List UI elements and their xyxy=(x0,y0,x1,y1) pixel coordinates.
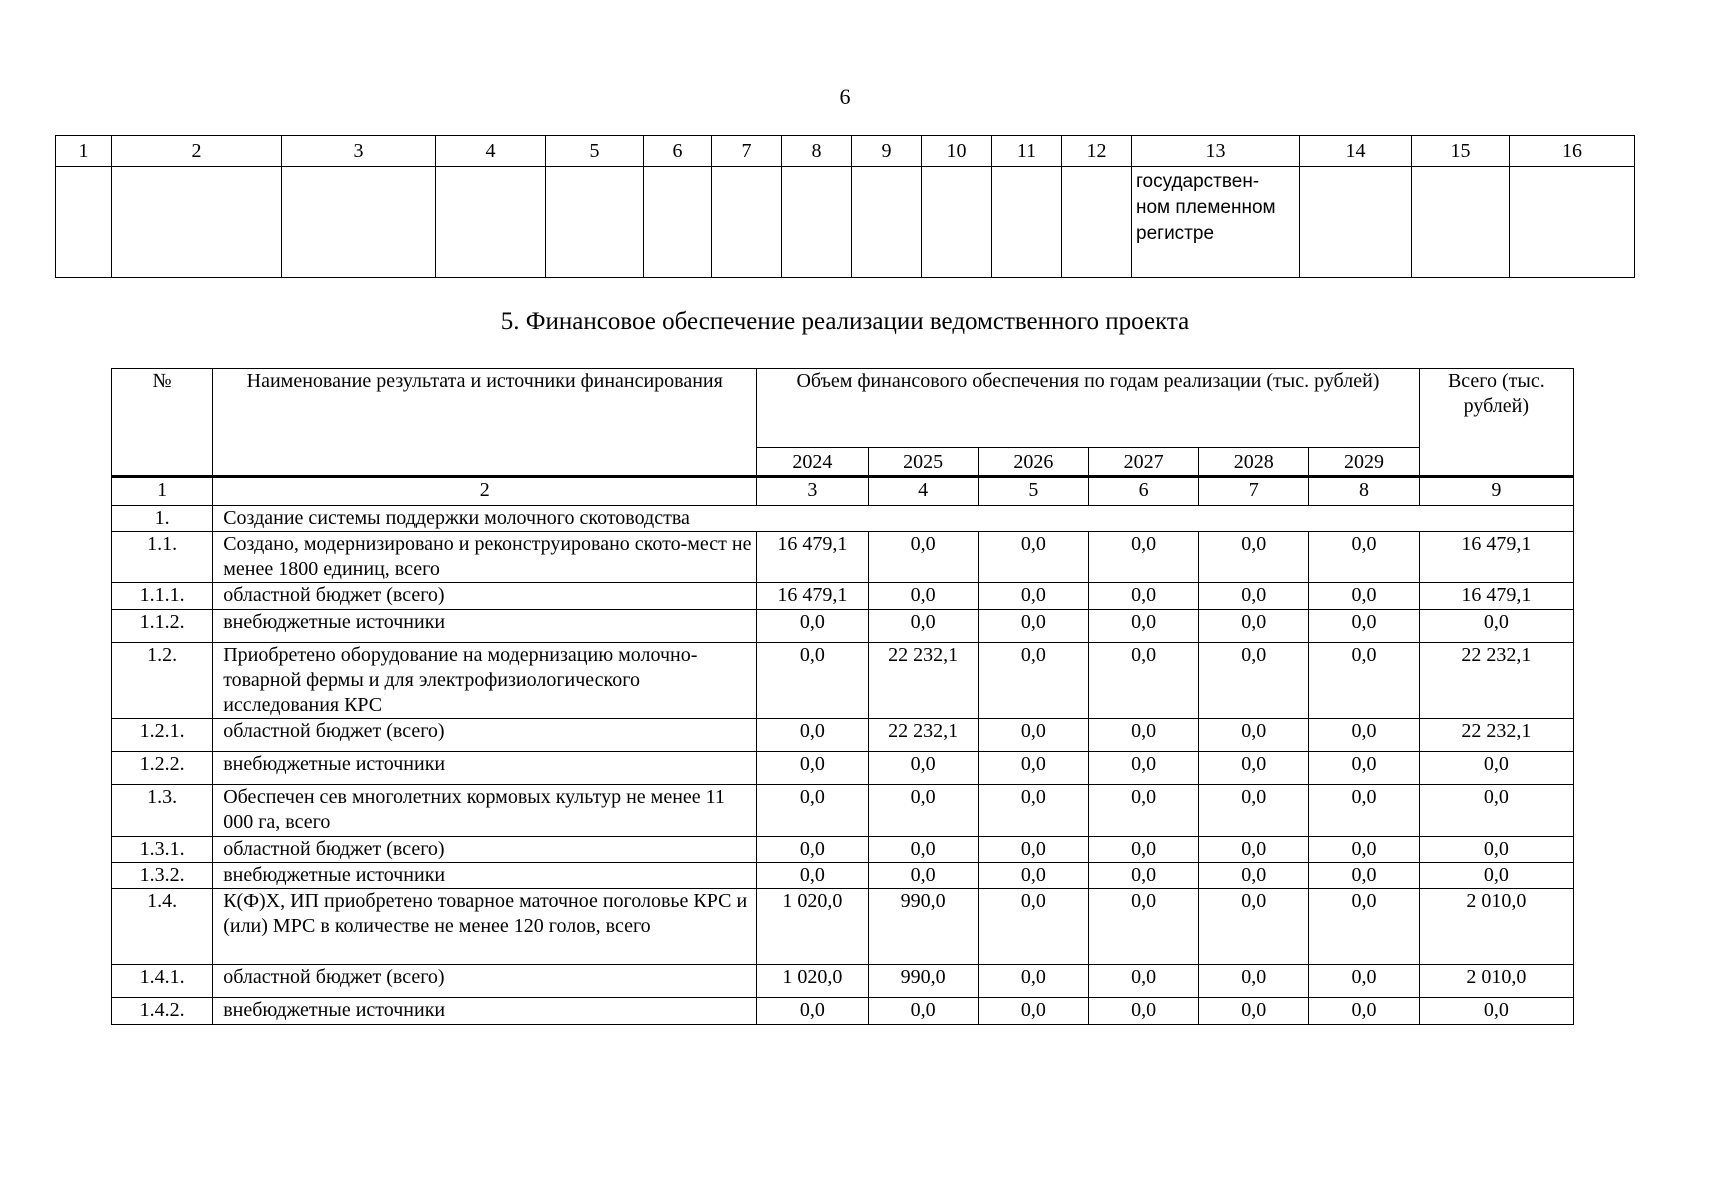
column-number-cell: 16 xyxy=(1510,136,1635,167)
row-value: 0,0 xyxy=(1309,532,1419,583)
row-value: 0,0 xyxy=(757,719,868,752)
row-value: 0,0 xyxy=(978,532,1088,583)
row-value: 0,0 xyxy=(1309,719,1419,752)
column-number-cell: 11 xyxy=(992,136,1062,167)
row-value: 0,0 xyxy=(868,863,978,889)
row-total: 16 479,1 xyxy=(1419,583,1573,610)
row-value: 0,0 xyxy=(1309,837,1419,863)
row-value: 0,0 xyxy=(1088,785,1198,837)
row-value: 0,0 xyxy=(1199,965,1309,998)
row-value: 0,0 xyxy=(868,752,978,785)
row-name: внебюджетные источники xyxy=(213,863,757,889)
year-header: 2026 xyxy=(978,448,1088,477)
row-value: 0,0 xyxy=(978,719,1088,752)
column-number-cell: 1 xyxy=(112,477,213,506)
row-value: 0,0 xyxy=(1309,752,1419,785)
year-header: 2029 xyxy=(1309,448,1419,477)
row-value: 0,0 xyxy=(1199,532,1309,583)
column-number-cell: 5 xyxy=(546,136,644,167)
table-row xyxy=(112,965,1574,998)
column-number-cell: 15 xyxy=(1412,136,1510,167)
row-name: Обеспечен сев многолетних кормовых культур не менее 11 000 га, всего xyxy=(213,785,757,837)
row-value: 0,0 xyxy=(1199,610,1309,643)
row-name: внебюджетные источники xyxy=(213,610,757,643)
row-value: 0,0 xyxy=(1309,643,1419,719)
column-number-cell: 7 xyxy=(1199,477,1309,506)
page-number: 6 xyxy=(839,84,851,109)
table-row xyxy=(112,583,1574,610)
row-value: 0,0 xyxy=(1088,863,1198,889)
row-number: 1.1. xyxy=(112,532,213,583)
table-cell xyxy=(992,167,1062,278)
table-cell xyxy=(1062,167,1132,278)
row-value: 16 479,1 xyxy=(757,532,868,583)
row-value: 0,0 xyxy=(978,643,1088,719)
table-row xyxy=(112,719,1574,752)
table-row xyxy=(56,167,1635,278)
row-name: Создано, модернизировано и реконструировано ското-мест не менее 1800 единиц, всего xyxy=(213,532,757,583)
table-cell xyxy=(1412,167,1510,278)
row-value: 0,0 xyxy=(1199,785,1309,837)
row-value: 0,0 xyxy=(1309,785,1419,837)
row-value: 0,0 xyxy=(1309,610,1419,643)
row-total: 0,0 xyxy=(1419,998,1573,1025)
row-number: 1.3.2. xyxy=(112,863,213,889)
table-cell xyxy=(852,167,922,278)
row-value: 0,0 xyxy=(1309,998,1419,1025)
row-value: 1 020,0 xyxy=(757,965,868,998)
column-number-cell: 8 xyxy=(782,136,852,167)
row-value: 16 479,1 xyxy=(757,583,868,610)
header-name: Наименование результата и источники финансирования xyxy=(213,369,757,477)
row-value: 22 232,1 xyxy=(868,719,978,752)
header-num: № xyxy=(112,369,213,477)
section-num: 1. xyxy=(112,506,213,532)
row-value: 22 232,1 xyxy=(868,643,978,719)
table-cell xyxy=(712,167,782,278)
row-name: внебюджетные источники xyxy=(213,752,757,785)
row-total: 0,0 xyxy=(1419,863,1573,889)
row-value: 0,0 xyxy=(1199,889,1309,965)
column-number-cell: 6 xyxy=(644,136,712,167)
column-number-cell: 2 xyxy=(213,477,757,506)
row-value: 0,0 xyxy=(1088,998,1198,1025)
row-value: 0,0 xyxy=(978,837,1088,863)
column-number-cell: 3 xyxy=(282,136,436,167)
row-value: 0,0 xyxy=(978,785,1088,837)
row-value: 0,0 xyxy=(1088,752,1198,785)
row-total: 22 232,1 xyxy=(1419,643,1573,719)
table-row xyxy=(112,610,1574,643)
row-total: 22 232,1 xyxy=(1419,719,1573,752)
table-cell xyxy=(922,167,992,278)
row-value: 0,0 xyxy=(868,837,978,863)
row-value: 0,0 xyxy=(868,610,978,643)
table-cell xyxy=(782,167,852,278)
table-row xyxy=(112,643,1574,719)
table-cell xyxy=(56,167,112,278)
row-value: 0,0 xyxy=(1088,643,1198,719)
column-number-row xyxy=(56,136,1635,167)
row-value: 0,0 xyxy=(757,785,868,837)
row-number: 1.2.2. xyxy=(112,752,213,785)
row-value: 0,0 xyxy=(757,752,868,785)
column-number-cell: 10 xyxy=(922,136,992,167)
table-row xyxy=(112,785,1574,837)
row-number: 1.4. xyxy=(112,889,213,965)
row-value: 0,0 xyxy=(1088,837,1198,863)
table-cell xyxy=(644,167,712,278)
column-number-cell: 2 xyxy=(112,136,282,167)
row-value: 0,0 xyxy=(757,837,868,863)
row-total: 0,0 xyxy=(1419,752,1573,785)
column-number-row xyxy=(112,477,1574,506)
table-cell xyxy=(1300,167,1412,278)
row-name: областной бюджет (всего) xyxy=(213,719,757,752)
row-value: 0,0 xyxy=(1199,863,1309,889)
year-header: 2024 xyxy=(757,448,868,477)
row-value: 0,0 xyxy=(1088,532,1198,583)
row-number: 1.4.2. xyxy=(112,998,213,1025)
row-value: 0,0 xyxy=(757,610,868,643)
row-value: 990,0 xyxy=(868,965,978,998)
row-value: 0,0 xyxy=(1088,719,1198,752)
row-value: 0,0 xyxy=(757,998,868,1025)
column-number-cell: 12 xyxy=(1062,136,1132,167)
column-number-cell: 4 xyxy=(868,477,978,506)
row-value: 0,0 xyxy=(978,863,1088,889)
row-number: 1.3. xyxy=(112,785,213,837)
row-total: 2 010,0 xyxy=(1419,965,1573,998)
row-value: 0,0 xyxy=(868,998,978,1025)
row-name: областной бюджет (всего) xyxy=(213,583,757,610)
table-cell xyxy=(282,167,436,278)
row-value: 0,0 xyxy=(1199,643,1309,719)
row-name: областной бюджет (всего) xyxy=(213,965,757,998)
table-cell: государствен- ном племенном регистре xyxy=(1132,167,1300,278)
column-number-cell: 3 xyxy=(757,477,868,506)
row-number: 1.2. xyxy=(112,643,213,719)
row-name: внебюджетные источники xyxy=(213,998,757,1025)
row-value: 0,0 xyxy=(1199,583,1309,610)
section-name: Создание системы поддержки молочного скотоводства xyxy=(213,506,1574,532)
row-number: 1.1.2. xyxy=(112,610,213,643)
row-value: 0,0 xyxy=(1309,965,1419,998)
year-header: 2025 xyxy=(868,448,978,477)
table-row xyxy=(112,837,1574,863)
row-value: 0,0 xyxy=(757,863,868,889)
column-number-cell: 1 xyxy=(56,136,112,167)
row-total: 0,0 xyxy=(1419,610,1573,643)
row-value: 0,0 xyxy=(1199,752,1309,785)
row-total: 0,0 xyxy=(1419,785,1573,837)
row-value: 0,0 xyxy=(868,785,978,837)
row-number: 1.3.1. xyxy=(112,837,213,863)
table-row xyxy=(112,998,1574,1025)
column-number-cell: 5 xyxy=(978,477,1088,506)
row-value: 0,0 xyxy=(868,583,978,610)
table-cell xyxy=(546,167,644,278)
row-name: областной бюджет (всего) xyxy=(213,837,757,863)
row-value: 0,0 xyxy=(1199,998,1309,1025)
table-row xyxy=(112,863,1574,889)
row-value: 0,0 xyxy=(1088,889,1198,965)
row-name: К(Ф)Х, ИП приобретено товарное маточное поголовье КРС и (или) МРС в количестве не менее 120 голов, всего xyxy=(213,889,757,965)
finance-table xyxy=(111,368,1574,1025)
table-row xyxy=(112,532,1574,583)
column-number-cell: 6 xyxy=(1088,477,1198,506)
row-value: 990,0 xyxy=(868,889,978,965)
row-value: 0,0 xyxy=(868,532,978,583)
table-row xyxy=(112,889,1574,965)
row-value: 0,0 xyxy=(1309,863,1419,889)
table-cell xyxy=(436,167,546,278)
table-cell xyxy=(1510,167,1635,278)
column-number-cell: 7 xyxy=(712,136,782,167)
column-number-cell: 8 xyxy=(1309,477,1419,506)
column-number-cell: 4 xyxy=(436,136,546,167)
continuation-table xyxy=(55,135,1635,278)
table-row xyxy=(112,752,1574,785)
header-total: Всего (тыс. рублей) xyxy=(1419,369,1573,477)
row-value: 0,0 xyxy=(1309,583,1419,610)
row-value: 0,0 xyxy=(1309,889,1419,965)
row-value: 0,0 xyxy=(978,583,1088,610)
year-header: 2028 xyxy=(1199,448,1309,477)
row-value: 0,0 xyxy=(1088,583,1198,610)
column-number-cell: 9 xyxy=(1419,477,1573,506)
column-number-cell: 14 xyxy=(1300,136,1412,167)
row-total: 2 010,0 xyxy=(1419,889,1573,965)
row-value: 0,0 xyxy=(1088,610,1198,643)
section-row xyxy=(112,506,1574,532)
year-header: 2027 xyxy=(1088,448,1198,477)
row-value: 0,0 xyxy=(978,752,1088,785)
column-number-cell: 9 xyxy=(852,136,922,167)
row-value: 0,0 xyxy=(1199,837,1309,863)
table-cell xyxy=(112,167,282,278)
row-number: 1.2.1. xyxy=(112,719,213,752)
row-value: 0,0 xyxy=(978,965,1088,998)
row-name: Приобретено оборудование на модернизацию молочно-товарной фермы и для электрофизиологического исследования КРС xyxy=(213,643,757,719)
row-value: 0,0 xyxy=(1199,719,1309,752)
row-total: 0,0 xyxy=(1419,837,1573,863)
row-number: 1.4.1. xyxy=(112,965,213,998)
row-total: 16 479,1 xyxy=(1419,532,1573,583)
row-value: 0,0 xyxy=(978,610,1088,643)
row-value: 1 020,0 xyxy=(757,889,868,965)
row-value: 0,0 xyxy=(1088,965,1198,998)
row-value: 0,0 xyxy=(757,643,868,719)
row-value: 0,0 xyxy=(978,889,1088,965)
column-number-cell: 13 xyxy=(1132,136,1300,167)
section-title: 5. Финансовое обеспечение реализации ведомственного проекта xyxy=(500,308,1190,335)
row-number: 1.1.1. xyxy=(112,583,213,610)
row-value: 0,0 xyxy=(978,998,1088,1025)
header-volume: Объем финансового обеспечения по годам реализации (тыс. рублей) xyxy=(757,369,1419,448)
